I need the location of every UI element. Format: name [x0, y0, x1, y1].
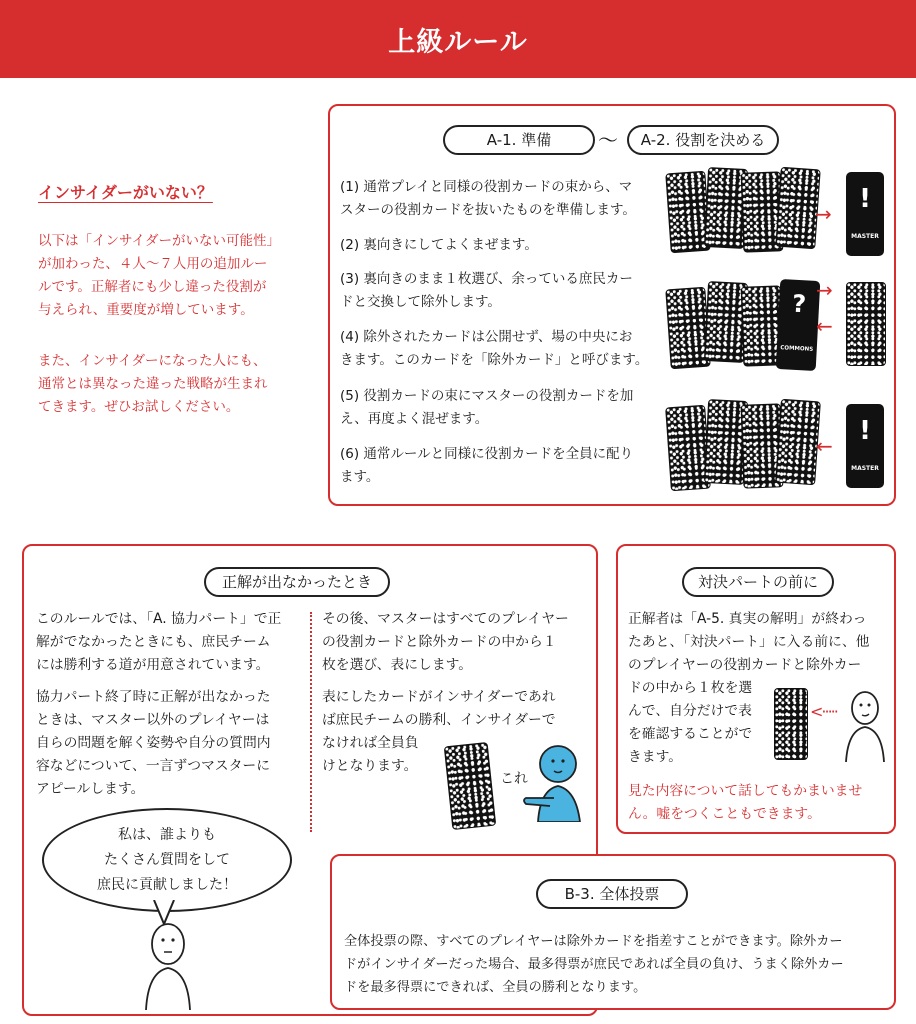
pointer-label: これ	[500, 771, 528, 787]
before-duel-p1	[628, 608, 869, 769]
text-line: 与えられ、重要度が増しています。	[38, 302, 254, 318]
text-line: え、再度よく混ぜます。	[340, 411, 489, 427]
text-line: 通常とは異なった違った戦略が生まれ	[38, 376, 268, 392]
text-line: (3) 裏向きのまま１枚選び、余っている庶民カー	[340, 271, 633, 287]
no-answer-pill: 正解が出なかったとき	[204, 567, 390, 597]
text-line: の役割カードと除外カードの中から１	[322, 634, 557, 650]
text-line: てきます。ぜひお試しください。	[38, 399, 240, 415]
text-line: 私は、誰よりも	[118, 826, 216, 843]
text-line: (6) 通常ルールと同様に役割カードを全員に配り	[340, 446, 634, 462]
text-line: 表にしたカードがインサイダーであれ	[322, 689, 556, 705]
text-line: このルールでは、「A. 協力パート」で正	[36, 611, 282, 627]
setup-pill: A-1. 準備	[443, 125, 595, 155]
text-line: (2) 裏向きにしてよくまぜます。	[340, 237, 538, 253]
pointing-person-icon	[520, 742, 584, 822]
speech-bubble	[42, 808, 292, 912]
text-line: アピールします。	[36, 781, 145, 797]
role-card-back	[775, 399, 821, 486]
step-2	[340, 234, 538, 257]
text-line: ドの中から１枚を選	[628, 680, 753, 696]
header-bar	[0, 0, 916, 78]
text-line: きます。	[628, 749, 683, 765]
text-line: また、インサイダーになった人にも、	[38, 353, 267, 369]
text-line: んで、自分だけで表	[628, 703, 752, 719]
arrow-left-icon: ←	[816, 314, 833, 338]
master-card-label: MASTER	[851, 465, 879, 472]
intro-paragraph-1	[38, 230, 280, 322]
text-line: (5) 役割カードの束にマスターの役割カードを加	[340, 388, 634, 404]
text-line: 自らの問題を解く姿勢や自分の質問内	[36, 735, 271, 751]
text-line: ドがインサイダーだった場合、最多得票が庶民であれば全員の負け、うまく除外カー	[344, 957, 844, 972]
text-line: ます。	[340, 469, 380, 485]
text-line: 庶民に貢献しました！	[97, 876, 237, 893]
no-answer-left-p1	[36, 608, 281, 677]
text-line: (1) 通常プレイと同様の役割カードの束から、マ	[340, 179, 633, 195]
text-line: が加わった、４人〜７人用の追加ルー	[38, 256, 268, 272]
text-line: その後、マスターはすべてのプレイヤー	[322, 611, 569, 627]
tilde-sign: 〜	[598, 128, 618, 152]
step-1	[340, 176, 636, 222]
text-line: ば庶民チームの勝利、インサイダーで	[322, 712, 556, 728]
question-mark-icon: ?	[791, 289, 807, 319]
no-answer-right-p1	[322, 608, 569, 677]
arrow-right-icon: →	[815, 202, 832, 226]
text-line: (4) 除外されたカードは公開せず、場の中央にお	[340, 329, 633, 345]
person-icon	[842, 690, 888, 762]
text-line: スターの役割カードを抜いたものを準備します。	[340, 202, 636, 218]
excluded-card-back	[846, 282, 886, 366]
text-line: のプレイヤーの役割カードと除外カー	[628, 657, 862, 673]
step-3	[340, 268, 633, 314]
step-6	[340, 443, 633, 489]
text-line: 枚を選び、表にします。	[322, 657, 473, 673]
commons-card-label: COMMONS	[780, 345, 814, 353]
revealed-card-back	[444, 742, 497, 830]
dotted-arrow-left-icon: <·····	[810, 702, 837, 721]
text-line: 解がでなかったときにも、庶民チーム	[36, 634, 271, 650]
text-line: たあと、「対決パート」に入る前に、他	[628, 634, 870, 650]
text-line: ときは、マスター以外のプレイヤーは	[36, 712, 270, 728]
text-line: けとなります。	[322, 758, 418, 774]
text-line: 以下は「インサイダーがいない可能性」	[38, 233, 281, 249]
person-icon	[140, 920, 196, 1010]
text-line: 見た内容について話してもかまいませ	[628, 783, 863, 799]
vote-paragraph	[344, 930, 844, 999]
intro-title: インサイダーがいない？	[38, 183, 213, 202]
text-line: ドと交換して除外します。	[340, 294, 501, 310]
arrow-right-icon: →	[816, 278, 833, 302]
step-5	[340, 385, 633, 431]
dotted-divider	[310, 612, 312, 832]
text-line: には勝利する道が用意されています。	[36, 657, 270, 673]
exclamation-icon: !	[859, 416, 871, 446]
no-answer-left-p2	[36, 686, 271, 801]
text-line: たくさん質問をして	[104, 851, 230, 868]
role-card-back	[775, 167, 820, 250]
text-line: 協力パート終了時に正解が出なかった	[36, 689, 271, 705]
text-line: ん。嘘をつくこともできます。	[628, 806, 821, 822]
text-line: を確認することがで	[628, 726, 753, 742]
intro-paragraph-2	[38, 350, 268, 419]
text-line: 全体投票の際、すべてのプレイヤーは除外カードを指差すことができます。除外カー	[344, 934, 843, 949]
text-line: ルです。正解者にも少し違った役割が	[38, 279, 267, 295]
arrow-left-icon: ←	[816, 434, 833, 458]
master-card	[846, 404, 884, 488]
text-line: なければ全員負	[322, 735, 419, 751]
before-duel-p2	[628, 780, 862, 826]
peeked-card-back	[774, 688, 808, 760]
text-line: きます。このカードを「除外カード」と呼びます。	[340, 352, 649, 368]
exclamation-icon: !	[859, 184, 871, 214]
vote-pill: B-3. 全体投票	[536, 879, 688, 909]
master-card-label: MASTER	[851, 233, 879, 240]
step-4	[340, 326, 648, 372]
before-duel-pill: 対決パートの前に	[682, 567, 834, 597]
master-card	[846, 172, 884, 256]
text-line: ドを最多得票にできれば、全員の勝利となります。	[344, 980, 647, 995]
text-line: 正解者は「A-5. 真実の解明」が終わっ	[628, 611, 867, 627]
page-title: 上級ルール	[388, 26, 528, 58]
roles-pill: A-2. 役割を決める	[627, 125, 779, 155]
commons-card	[776, 279, 821, 371]
text-line: 容などについて、一言ずつマスターに	[36, 758, 270, 774]
